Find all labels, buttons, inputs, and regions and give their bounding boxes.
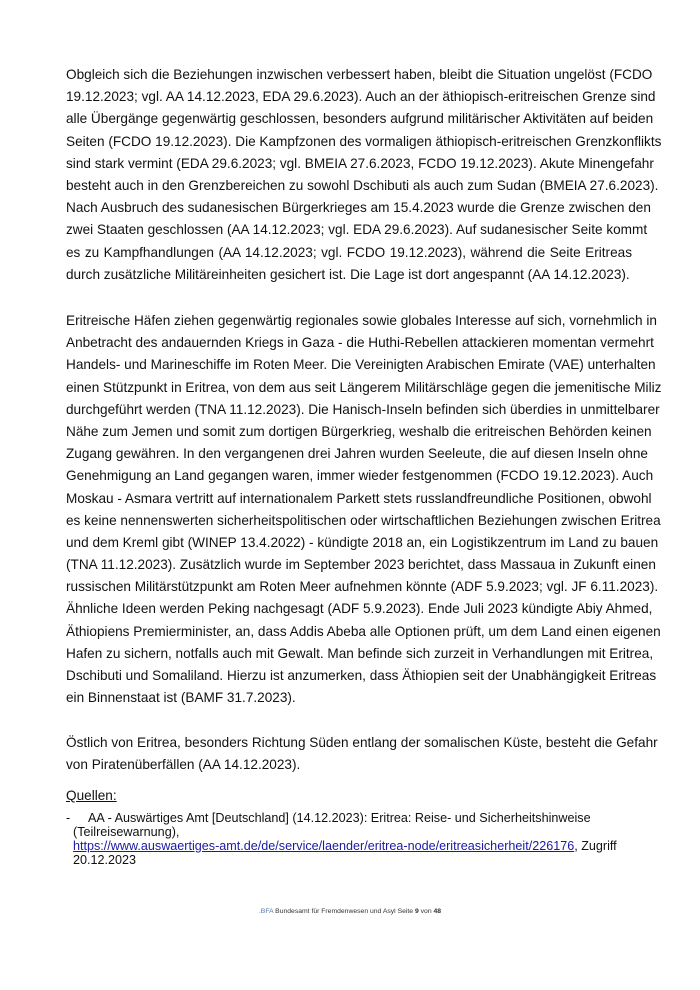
text-line: Genehmigung an Land gegangen waren, immer wieder festgenommen (FCDO 19.12.2023). Auch [66, 468, 654, 484]
footer-page-label: Seite [397, 908, 414, 915]
text-line: sind stark vermint (EDA 29.6.2023; vgl. BMEIA 27.6.2023, FCDO 19.12.2023). Akute Minengefahr [66, 155, 654, 171]
source-access-label: , Zugriff [574, 839, 617, 853]
text-line: Nach Ausbruch des sudanesischen Bürgerkrieges am 15.4.2023 wurde die Grenze zwischen den [66, 200, 651, 216]
text-line: Östlich von Eritrea, besonders Richtung Süden entlang der somalischen Küste, besteht die Gefahr [66, 735, 658, 750]
text-line: es keine nennenswerten sicherheitspolitischen oder wirtschaftlichen Beziehungen zwischen Eritrea [66, 512, 661, 528]
text-line: einen Stützpunkt in Eritrea, von dem aus seit Längerem Militärschläge gegen die jemenitische Miliz [66, 379, 662, 395]
source-text: AA - Auswärtiges Amt [Deutschland] (14.12.2023): Eritrea: Reise- und Sicherheitshinweise [88, 811, 591, 825]
paragraph-piracy [66, 732, 658, 776]
text-line: durchgeführt werden (TNA 11.12.2023). Die Hanisch-Inseln befinden sich überdies in unmittelbarer [66, 401, 660, 417]
text-line: russischen Militärstützpunkt am Roten Meer aufnehmen könnte (ADF 5.9.2023; vgl. JF 6.11.2023). [66, 579, 659, 595]
text-line: Hafen zu sichern, notfalls auch mit Gewalt. Man befinde sich zurzeit in Verhandlungen mit Eritrea, [66, 645, 654, 661]
text-line: Eritreische Häfen ziehen gegenwärtig regionales sowie globales Interesse auf sich, vornehmlich in [66, 313, 657, 328]
text-line: (TNA 11.12.2023). Zusätzlich wurde im September 2023 berichtet, dass Massaua in Zukunft einen [66, 557, 656, 573]
paragraph-ports [66, 310, 662, 709]
text-line: Ähnliche Ideen werden Peking nachgesagt (ADF 5.9.2023). Ende Juli 2023 kündigte Abiy Ahmed, [66, 601, 653, 617]
text-line: Obgleich sich die Beziehungen inzwischen verbessert haben, bleibt die Situation ungelöst (FCDO [66, 67, 653, 82]
text-line: besteht auch in den Grenzbereichen zu sowohl Dschibuti als auch zum Sudan (BMEIA 27.6.2023). [66, 177, 659, 193]
footer-of-label: von [420, 908, 432, 915]
text-line: 19.12.2023; vgl. AA 14.12.2023, EDA 29.6.2023). Auch an der äthiopisch-eritreischen Grenze sind [66, 89, 656, 105]
source-link[interactable]: https://www.auswaertiges-amt.de/de/service/laender/eritrea-node/eritreasicherheit/226176 [73, 839, 575, 853]
text-line: Seiten (FCDO 19.12.2023). Die Kampfzonen des vormaligen äthiopisch-eritreischen Grenzkonflikts [66, 133, 662, 149]
list-bullet: - [66, 811, 71, 825]
source-item [66, 811, 636, 867]
text-line: alle Übergänge gegenwärtig geschlossen, besonders aufgrund militärischer Aktivitäten auf beiden [66, 111, 654, 127]
text-line: Dschibuti und Somaliland. Hierzu ist anzumerken, dass Äthiopien seit der Unabhängigkeit Eritreas [66, 668, 657, 683]
text-line: und dem Kreml gibt (WINEP 13.4.2022) - kündigte 2018 an, ein Logistikzentrum im Land zu bauen [66, 534, 659, 550]
source-text-cont: (Teilreisewarnung), [73, 825, 180, 839]
text-line: durch zusätzliche Militäreinheiten gesichert ist. Die Lage ist dort angespannt (AA 14.12.2023). [66, 266, 630, 282]
text-line: Moskau - Asmara vertritt auf internationalem Parkett stets russlandfreundliche Positionen, obwohl [66, 490, 652, 506]
footer-page-number: 9 [414, 908, 419, 915]
footer-org: Bundesamt für Fremdenwesen und Asyl [275, 908, 396, 915]
paragraph-border-situation [66, 64, 662, 286]
text-line: zwei Staaten geschlossen (AA 14.12.2023; vgl. EDA 29.6.2023). Auf sudanesischer Seite kommt [66, 222, 648, 238]
text-line: Anbetracht des andauernden Kriegs in Gaza - die Huthi-Rebellen attackieren momentan vermehrt [66, 335, 654, 351]
text-line: Handels- und Marineschiffe im Roten Meer. Die Vereinigten Arabischen Emirate (VAE) unterhalten [66, 357, 656, 373]
footer-page-total: 48 [433, 908, 442, 915]
text-line: Zugang gewähren. In den vergangenen drei Jahren wurden Seeleute, die auf diesen Inseln ohne [66, 446, 648, 462]
text-line: es zu Kampfhandlungen (AA 14.12.2023; vgl. FCDO 19.12.2023), während die Seite Eritreas [66, 244, 632, 260]
text-line: ein Binnenstaat ist (BAMF 31.7.2023). [66, 690, 296, 706]
text-line: von Piratenüberfällen (AA 14.12.2023). [66, 757, 301, 773]
page-footer [0, 908, 700, 915]
sources-heading: Quellen: [66, 788, 117, 803]
bfa-logo: .BFA [258, 908, 274, 915]
source-access-date: 20.12.2023 [73, 853, 137, 867]
text-line: Nähe zum Jemen und somit zum dortigen Bürgerkrieg, weshalb die eritreischen Behörden keinen [66, 423, 652, 439]
text-line: Äthiopiens Premierminister, an, dass Addis Abeba alle Optionen prüft, um dem Land einen eigenen [66, 623, 661, 639]
